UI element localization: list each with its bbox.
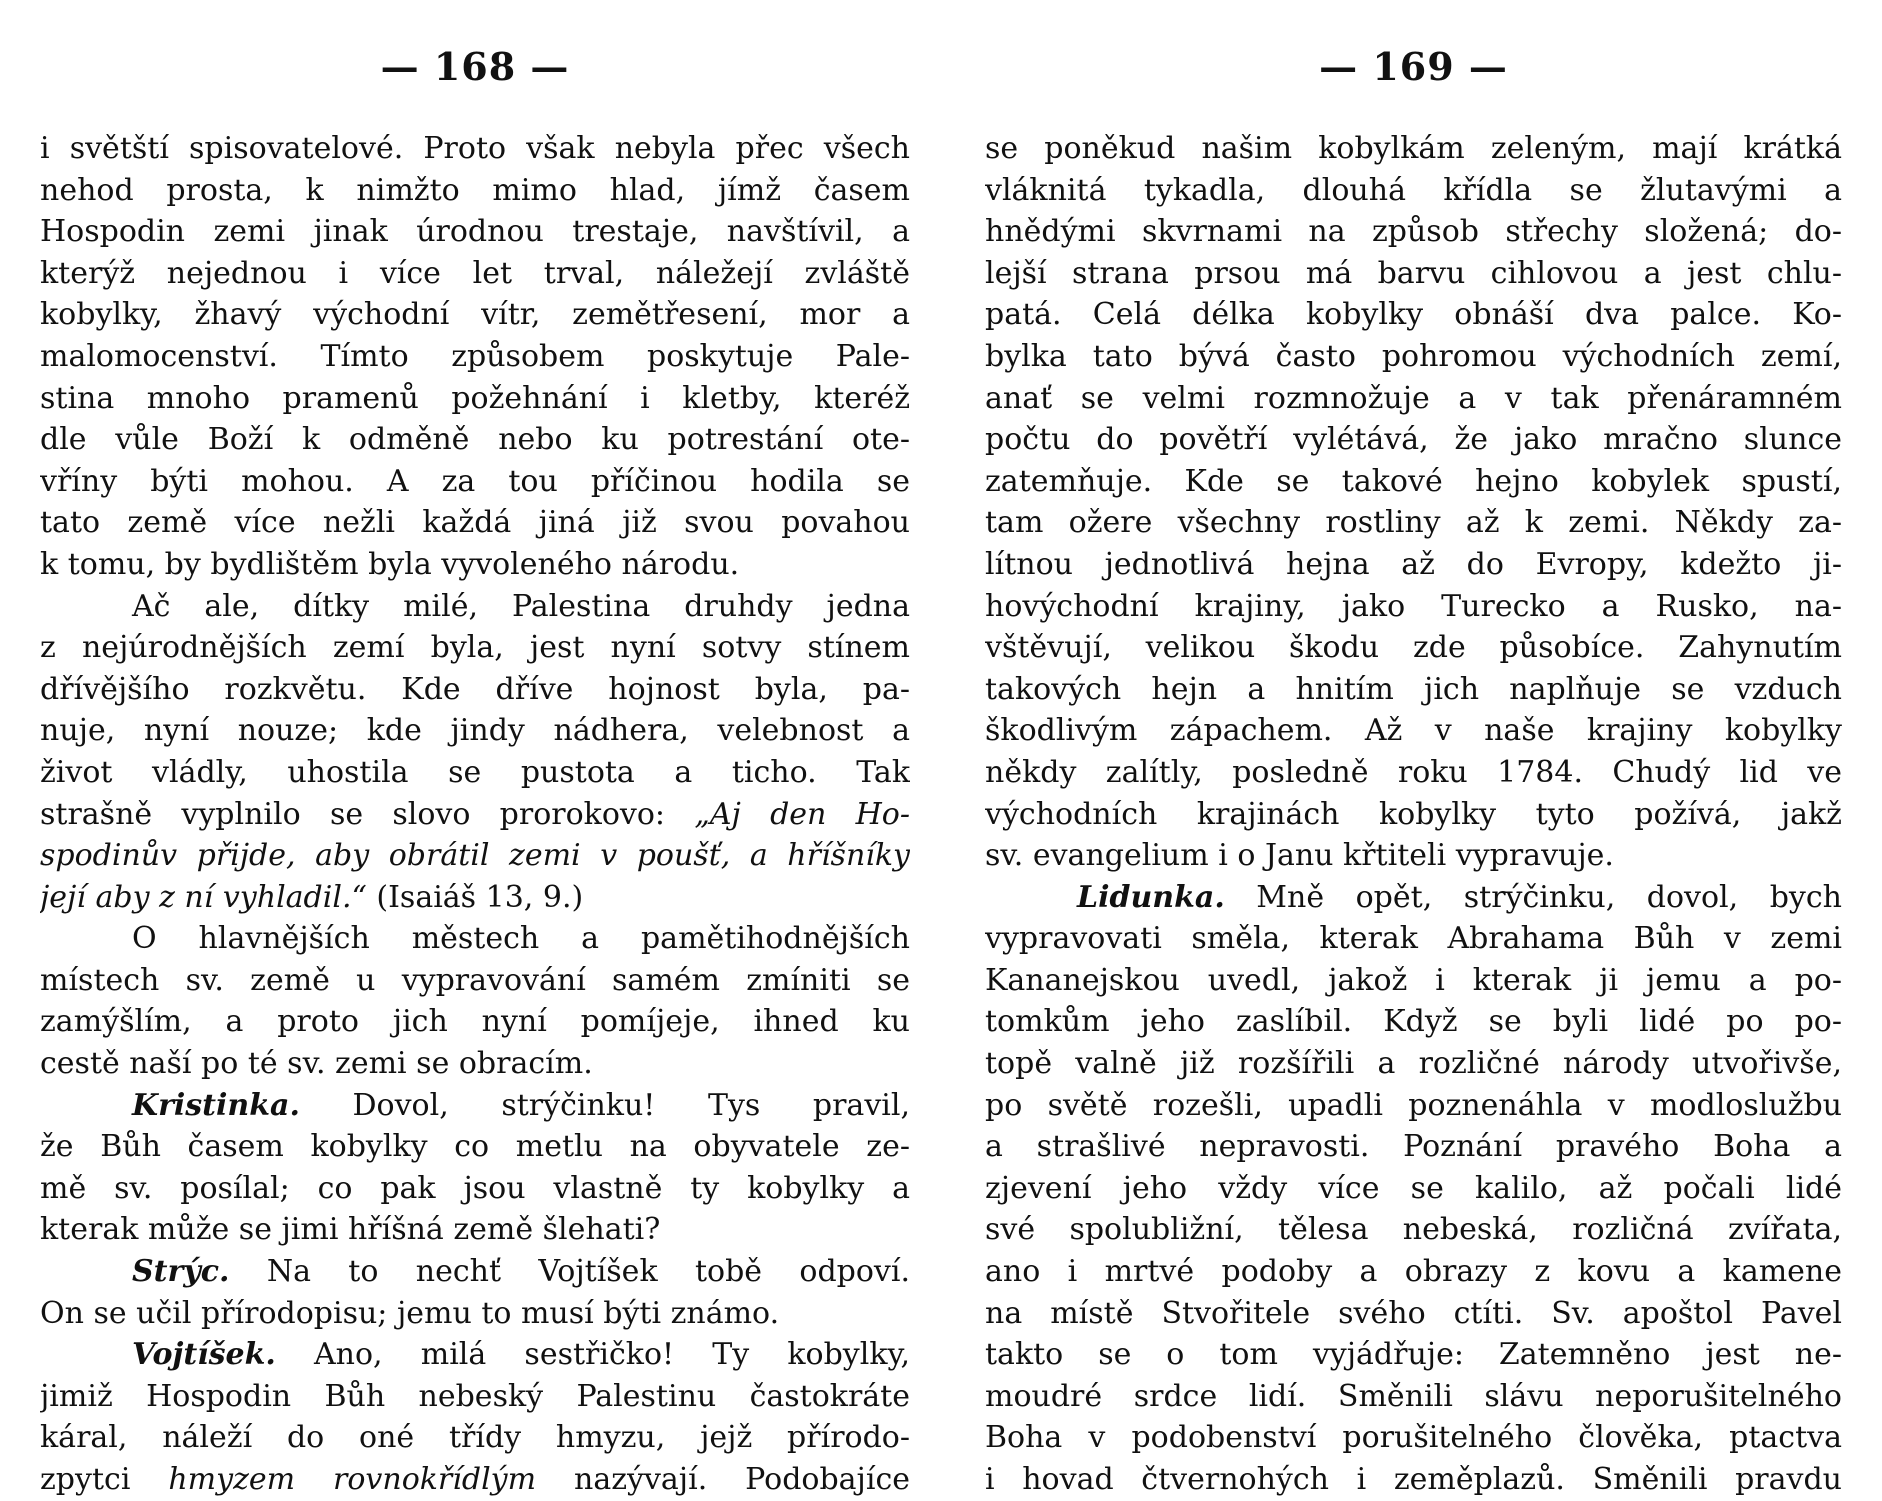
text-run: nuje, nyní nouze; kde jindy nádhera, velebnost a (40, 713, 910, 749)
text-run: Boha v podobenství porušitelného člověka, ptactva (985, 1420, 1842, 1456)
text-line (40, 294, 910, 336)
text-run: zjevení jeho vždy více se kalilo, až počali lidé (985, 1170, 1842, 1206)
text-run: kterak může se jimi hříšná země šlehati? (40, 1212, 661, 1248)
text-run: anať se velmi rozmnožuje a v tak přenáramném (985, 380, 1842, 416)
text-line (40, 877, 910, 919)
text-line (985, 211, 1842, 253)
speaker-name: Strýc. (132, 1254, 230, 1290)
text-run: tato země více nežli každá jiná již svou povahou (40, 505, 910, 541)
text-line (40, 128, 910, 170)
text-run: její aby z ní vyhladil.“ (40, 879, 367, 915)
text-line (40, 1459, 910, 1501)
page-number: — 169 — (1319, 44, 1508, 89)
text-run: mě sv. posílal; co pak jsou vlastně ty kobylky a (40, 1170, 910, 1206)
text-run: Mně opět, strýčinku, dovol, bych (1224, 879, 1842, 915)
text-run: své spolubližní, tělesa nebeská, rozličná zvířata, (985, 1212, 1842, 1248)
text-line (985, 627, 1842, 669)
text-run: hnědými skvrnami na způsob střechy složená; do- (985, 214, 1842, 250)
text-line (985, 1376, 1842, 1418)
speaker-name: Vojtíšek. (132, 1337, 276, 1373)
text-line (40, 586, 910, 628)
text-line (40, 1085, 910, 1127)
page-number: — 168 — (380, 44, 570, 89)
text-run: tam ožere všechny rostliny až k zemi. Někdy za- (985, 505, 1842, 541)
text-run: zamýšlím, a proto jich nyní pomíjeje, ihned ku (40, 1004, 910, 1040)
text-run: se poněkud našim kobylkám zeleným, mají krátká (985, 131, 1842, 166)
text-run: malomocenství. Tímto způsobem poskytuje Pale- (40, 338, 910, 374)
text-line (985, 502, 1842, 544)
text-line (985, 1334, 1842, 1376)
text-line (40, 378, 910, 420)
text-run: jimiž Hospodin Bůh nebeský Palestinu častokráte (40, 1378, 910, 1414)
text-run: On se učil přírodopisu; jemu to musí býti známo. (40, 1295, 780, 1331)
text-line (40, 1126, 910, 1168)
text-line (985, 170, 1842, 212)
text-run: takto se o tom vyjádřuje: Zatemněno jest ne- (985, 1337, 1842, 1373)
text-run: Na to nechť Vojtíšek tobě odpoví. (229, 1254, 910, 1290)
text-line (40, 835, 910, 877)
text-run: vříny býti mohou. A za tou příčinou hodila se (40, 463, 910, 499)
text-run: dřívějšího rozkvětu. Kde dříve hojnost byla, pa- (40, 671, 910, 707)
text-run: tomkům jeho zaslíbil. Když se byli lidé po po- (985, 1004, 1842, 1040)
text-line (985, 960, 1842, 1002)
text-line (40, 710, 910, 752)
text-run: Ano, milá sestřičko! Ty kobylky, (275, 1337, 910, 1373)
text-line (40, 794, 910, 836)
text-run: nazývají. Podobajíce (536, 1462, 910, 1497)
text-run: zpytci (40, 1462, 169, 1497)
text-line (985, 336, 1842, 378)
text-line (985, 128, 1842, 170)
text-line (40, 211, 910, 253)
text-line (40, 918, 910, 960)
text-line (40, 752, 910, 794)
text-line (985, 586, 1842, 628)
text-line (985, 794, 1842, 836)
text-run: počtu do povětří vylétává, že jako mračno slunce (985, 422, 1842, 458)
text-line (985, 752, 1842, 794)
text-run: topě valně již rozšířili a rozličné národy utvořivše, (985, 1046, 1842, 1082)
text-run: vláknitá tykadla, dlouhá křídla se žlutavými a (985, 172, 1842, 208)
text-line (985, 544, 1842, 586)
text-run: východních krajinách kobylky tyto požívá, jakž (985, 796, 1842, 832)
text-line (40, 1251, 910, 1293)
text-line (985, 253, 1842, 295)
text-run: lejší strana prsou má barvu cihlovou a jest chlu- (985, 255, 1842, 291)
text-run: patá. Celá délka kobylky obnáší dva palce. Ko- (985, 297, 1842, 333)
speaker-name: Kristinka. (132, 1087, 300, 1123)
text-run: zatemňuje. Kde se takové hejno kobylek spustí, (985, 463, 1842, 499)
text-run: kobylky, žhavý východní vítr, zemětřesení, mor a (40, 297, 910, 333)
text-run: cestě naší po té sv. zemi se obracím. (40, 1046, 593, 1082)
text-run: po světě rozešli, upadli poznenáhla v modloslužbu (985, 1087, 1842, 1123)
text-line (985, 1417, 1842, 1459)
text-run: kterýž nejednou i více let trval, náležejí zvláště (40, 255, 910, 291)
text-line (985, 378, 1842, 420)
text-line (40, 336, 910, 378)
text-run: hmyzem rovnokřídlým (168, 1462, 537, 1497)
text-line (985, 419, 1842, 461)
text-line (985, 461, 1842, 503)
text-run: někdy zalítly, posledně roku 1784. Chudý lid ve (985, 754, 1842, 790)
text-run: nehod prosta, k nimžto mimo hlad, jímž časem (40, 172, 910, 208)
text-run: dle vůle Boží k odměně nebo ku potrestání ote- (40, 422, 910, 458)
text-run: že Bůh časem kobylky co metlu na obyvatele ze- (40, 1129, 910, 1165)
text-line (985, 1126, 1842, 1168)
text-run: vypravovati směla, kterak Abrahama Bůh v zemi (985, 921, 1842, 957)
right-page (985, 0, 1842, 1500)
text-line (40, 544, 910, 586)
text-run: z nejúrodnějších zemí byla, jest nyní sotvy stínem (40, 630, 910, 666)
text-run: moudré srdce lidí. Směnili slávu neporušitelného (985, 1378, 1842, 1414)
text-run: strašně vyplnilo se slovo prorokovo: (40, 796, 695, 832)
text-run: „Aj den Ho- (694, 796, 910, 832)
text-line (985, 1168, 1842, 1210)
text-run: spodinův přijde, aby obrátil zemi v poušť, a hříšníky (40, 838, 910, 874)
text-line (985, 877, 1842, 919)
text-run: Hospodin zemi jinak úrodnou trestaje, navštívil, a (40, 214, 910, 250)
text-run: stina mnoho pramenů požehnání i kletby, kteréž (40, 380, 910, 416)
text-line (40, 1293, 910, 1335)
text-run: život vládly, uhostila se pustota a ticho. Tak (40, 754, 910, 790)
text-run: káral, náleží do oné třídy hmyzu, jejž přírodo- (40, 1420, 910, 1456)
page-body (40, 128, 910, 1501)
text-line (985, 1459, 1842, 1501)
text-run: i hovad čtvernohých i zeměplazů. Směnili pravdu (985, 1462, 1842, 1497)
text-run: takových hejn a hnitím jich naplňuje se vzduch (985, 671, 1842, 707)
text-line (40, 1043, 910, 1085)
text-run: bylka tato bývá často pohromou východních zemí, (985, 338, 1842, 374)
text-line (40, 960, 910, 1002)
text-line (40, 1168, 910, 1210)
text-line (985, 1251, 1842, 1293)
text-run: sv. evangelium i o Janu křtiteli vypravuje. (985, 838, 1614, 874)
page-body (985, 128, 1842, 1501)
text-line (40, 1334, 910, 1376)
text-run: hovýchodní krajiny, jako Turecko a Rusko, na- (985, 588, 1842, 624)
text-line (40, 1376, 910, 1418)
text-line (985, 1209, 1842, 1251)
text-run: lítnou jednotlivá hejna až do Evropy, kdežto ji- (985, 546, 1842, 582)
text-line (985, 1085, 1842, 1127)
text-run: Kananejskou uvedl, jakož i kterak ji jemu a po- (985, 962, 1842, 998)
text-line (40, 419, 910, 461)
text-line (985, 835, 1842, 877)
text-run: místech sv. země u vypravování samém zmíniti se (40, 962, 910, 998)
text-run: Dovol, strýčinku! Tys pravil, (299, 1087, 910, 1123)
text-run: ano i mrtvé podoby a obrazy z kovu a kamene (985, 1254, 1842, 1290)
text-line (40, 461, 910, 503)
text-line (40, 1001, 910, 1043)
left-page (40, 0, 910, 1500)
speaker-name: Lidunka. (1077, 879, 1225, 915)
text-run: na místě Stvořitele svého ctíti. Sv. apoštol Pavel (985, 1295, 1842, 1331)
text-line (985, 669, 1842, 711)
text-line (985, 1293, 1842, 1335)
text-line (40, 170, 910, 212)
text-run: a strašlivé nepravosti. Poznání pravého Boha a (985, 1129, 1842, 1165)
text-line (40, 502, 910, 544)
text-line (985, 918, 1842, 960)
text-run: i světští spisovatelové. Proto však nebyla přec všech (40, 131, 910, 166)
text-line (40, 627, 910, 669)
text-run: vštěvují, velikou škodu zde působíce. Zahynutím (985, 630, 1842, 666)
text-line (985, 1043, 1842, 1085)
text-line (40, 253, 910, 295)
text-line (40, 1209, 910, 1251)
text-run: O hlavnějších městech a pamětihodnějších (132, 921, 910, 957)
text-run: (Isaiáš 13, 9.) (366, 879, 584, 915)
text-line (40, 669, 910, 711)
text-run: k tomu, by bydlištěm byla vyvoleného národu. (40, 546, 740, 582)
text-line (40, 1417, 910, 1459)
text-line (985, 710, 1842, 752)
text-run: Ač ale, dítky milé, Palestina druhdy jedna (132, 588, 910, 624)
text-line (985, 294, 1842, 336)
text-run: škodlivým zápachem. Až v naše krajiny kobylky (985, 713, 1842, 749)
text-line (985, 1001, 1842, 1043)
